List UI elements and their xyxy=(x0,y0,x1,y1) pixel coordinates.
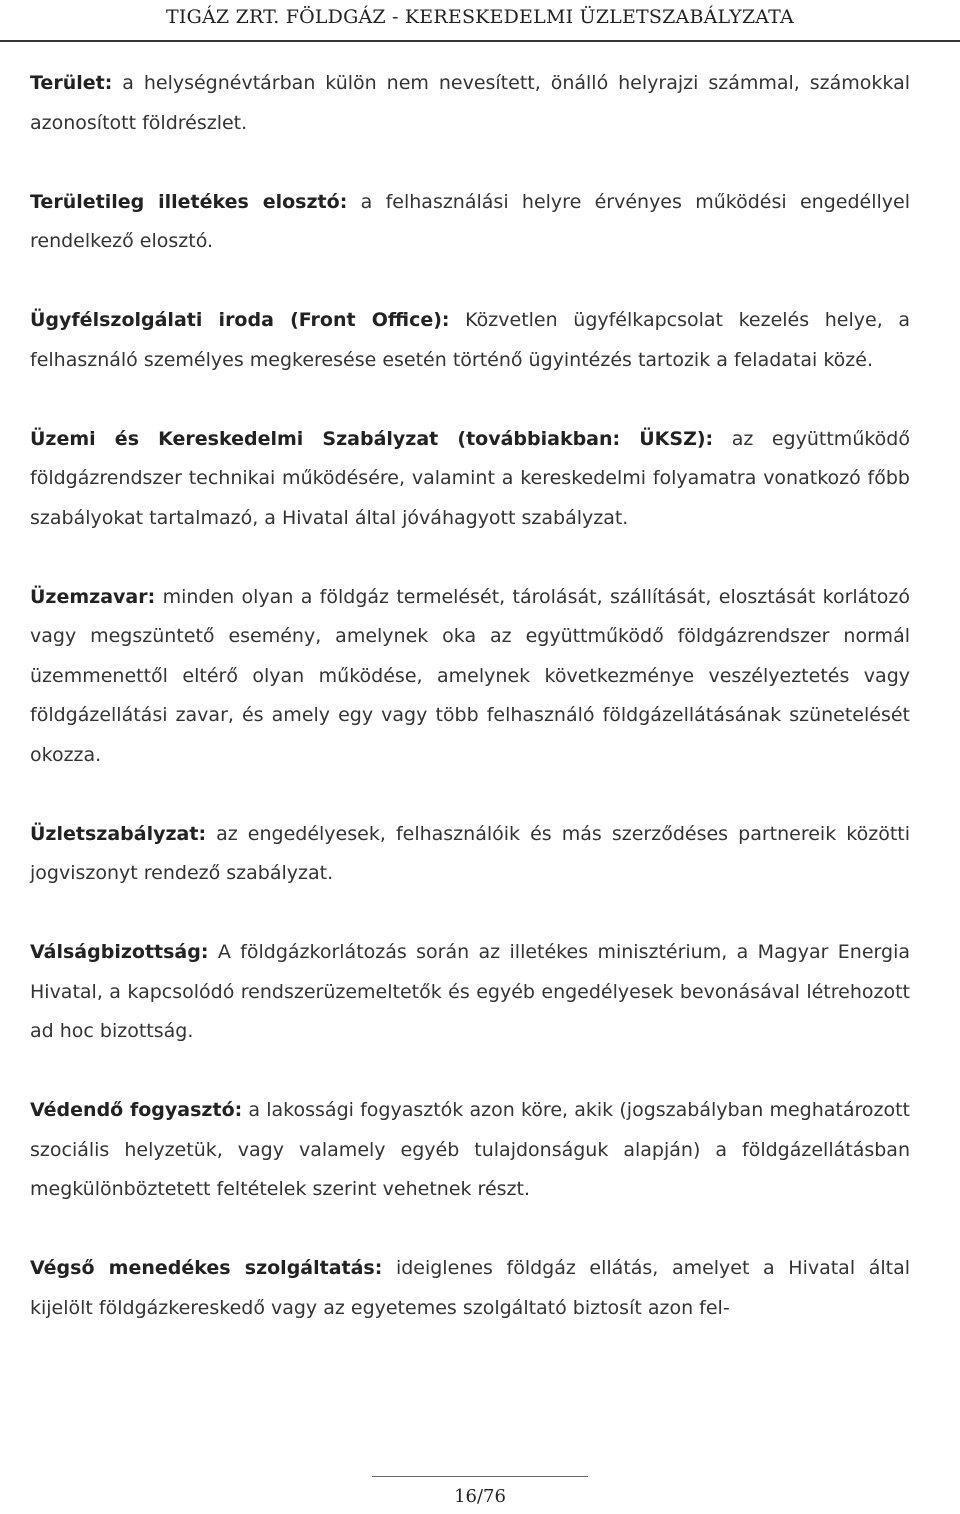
definition-text: a helységnévtárban külön nem nevesített, önálló helyrajzi számmal, számokkal azonosított földrészlet. xyxy=(30,72,910,134)
definition-term: Üzemzavar: xyxy=(30,585,156,608)
definition-entry xyxy=(30,578,910,776)
definition-text: a felhasználási helyre érvényes működési engedéllyel rendelkező elosztó. xyxy=(30,190,910,252)
definition-term: Terület: xyxy=(30,72,113,94)
definition-term: Üzemi és Kereskedelmi Szabályzat (továbbiakban: ÜKSZ): xyxy=(30,427,714,450)
definition-entry xyxy=(30,1249,910,1328)
definition-entry xyxy=(30,815,910,894)
header-title: TIGÁZ ZRT. FÖLDGÁZ - KERESKEDELMI ÜZLETSZABÁLYZATA xyxy=(166,6,794,28)
definition-text: az engedélyesek, felhasználóik és más szerződéses partnereik közötti jogviszonyt rendező szabályzat. xyxy=(30,822,910,884)
definition-entry xyxy=(30,183,910,262)
definition-entry xyxy=(30,301,910,380)
definition-entry xyxy=(30,933,910,1052)
definition-text: Közvetlen ügyfélkapcsolat kezelés helye, a felhasználó személyes megkeresése esetén történő ügyintézés tartozik a feladatai közé. xyxy=(30,309,910,371)
definitions-list xyxy=(30,64,910,1368)
definition-entry xyxy=(30,420,910,539)
footer-divider xyxy=(372,1476,588,1477)
definition-text: minden olyan a földgáz termelését, tárolását, szállítását, elosztását korlátozó vagy megszüntető esemény, amelynek oka az együttműködő földgázrendszer normál üzemmenettől eltérő olyan működése, amelynek következménye veszélyeztetés vagy földgázellátási zavar, és amely egy vagy több felhasználó földgázellátásának szünetelését okozza. xyxy=(30,585,910,766)
definition-text: ideiglenes földgáz ellátás, amelyet a Hivatal által kijelölt földgázkereskedő vagy az egyetemes szolgáltató biztosít azon fel- xyxy=(30,1257,910,1319)
page-number: 16/76 xyxy=(454,1486,506,1507)
definition-term: Üzletszabályzat: xyxy=(30,822,207,845)
definition-entry xyxy=(30,64,910,143)
definition-term: Védendő fogyasztó: xyxy=(30,1099,243,1121)
definition-term: Végső menedékes szolgáltatás: xyxy=(30,1257,383,1279)
definition-text: az együttműködő földgázrendszer technikai működésére, valamint a kereskedelmi folyamatra vonatkozó főbb szabályokat tartalmazó, a Hivatal által jóváhagyott szabályzat. xyxy=(30,427,910,529)
page-header xyxy=(0,0,960,42)
definition-term: Ügyfélszolgálati iroda (Front Office): xyxy=(30,309,450,331)
definition-term: Válságbizottság: xyxy=(30,941,209,963)
definition-text: A földgázkorlátozás során az illetékes minisztérium, a Magyar Energia Hivatal, a kapcsolódó rendszerüzemeltetők és egyéb engedélyesek bevonásával létrehozott ad hoc bizottság. xyxy=(30,941,910,1042)
definition-term: Területileg illetékes elosztó: xyxy=(30,190,348,213)
definition-entry xyxy=(30,1091,910,1210)
definition-text: a lakossági fogyasztók azon köre, akik (jogszabályban meghatározott szociális helyzetük, vagy valamely egyéb tulajdonságuk alapján) a földgázellátásban megkülönböztetett feltételek szerint vehetnek részt. xyxy=(30,1099,910,1200)
page-footer xyxy=(0,1486,960,1507)
